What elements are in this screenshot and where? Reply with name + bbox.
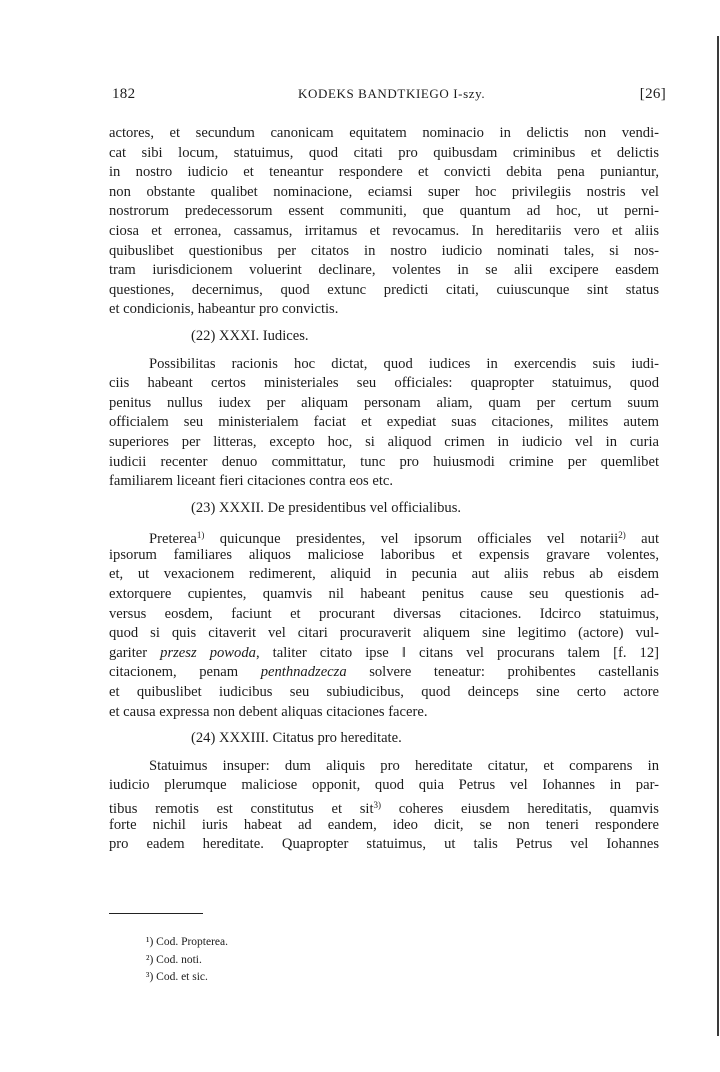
text-run: , taliter citato ipse ‖ citans vel procurans talem [f. 12] <box>255 644 659 661</box>
footnote-item: ²) Cod. noti. <box>146 953 202 966</box>
text-line: actores, et secundum canonicam equitatem nominacio in delictis non vendi- <box>109 125 659 141</box>
running-title: KODEKS BANDTKIEGO I-szy. <box>298 86 486 101</box>
paragraph-2 <box>109 355 659 492</box>
text-line: forte nichil iuris habeat ad eandem, ideo dicit, se non teneri respondere <box>109 816 659 833</box>
text-line <box>109 663 659 683</box>
footnote-item: ³) Cod. et sic. <box>146 971 208 984</box>
folio-number: [26] <box>639 86 666 102</box>
text-line: officialem seu ministerialem faciat et expediat suas citaciones, milites autem <box>109 414 659 431</box>
text-line: ciosa et erronea, cassamus, irritamus et revocamus. In hereditariis vero et aliis <box>109 222 659 239</box>
section-heading-24: (24) XXXIII. Citatus pro hereditate. <box>191 730 402 747</box>
text-line <box>109 644 659 664</box>
text-line <box>109 526 659 546</box>
text-run: tibus remotis est constitutus et sit <box>109 801 374 817</box>
running-header <box>112 86 666 108</box>
text-line <box>109 796 659 816</box>
vernacular-phrase: przesz powoda <box>160 644 256 661</box>
text-line: non obstante qualibet nominacione, eciamsi super hoc privilegiis nostris vel <box>109 183 659 200</box>
text-line: et quibuslibet iudicibus seu subiudicibus, quod deinceps sine certo actore <box>109 684 659 701</box>
text-line: Statuimus insuper: dum aliquis pro hereditate citatur, et comparens in <box>149 757 659 774</box>
text-run: gariter <box>109 644 161 661</box>
text-line: pro eadem hereditate. Quapropter statuimus, ut talis Petrus vel Iohannes <box>109 836 659 853</box>
footnote-ref: 1) <box>196 530 205 541</box>
text-line: cat sibi locum, statuimus, quod citati pro quibusdam criminibus et delictis <box>109 144 659 161</box>
text-line: extorquere cupientes, quamvis nil habeant penitus cause seu questionis ad- <box>109 586 659 603</box>
text-line: versus eosdem, faciunt et procurant diversas citaciones. Idcirco statuimus, <box>109 605 659 622</box>
text-line: quod si quis citaverit vel citari procuraverit aliquem sine legitimo (actore) vul- <box>109 625 659 642</box>
footnote-ref: 3) <box>373 800 382 810</box>
paragraph-3 <box>109 526 659 722</box>
vernacular-phrase: penthnadzecza <box>260 664 347 681</box>
text-line: et, ut vexacionem redimerent, aliquid in pecunia aut aliis rebus ab eisdem <box>109 566 659 583</box>
footnotes <box>146 934 228 987</box>
page-number: 182 <box>112 86 136 102</box>
page-edge-rule <box>717 36 719 1036</box>
text-line: familiarem liceant fieri citaciones contra eos etc. <box>109 473 394 490</box>
text-line: superiores per litteras, excepto hoc, si aliquod crimen in iudicio vel in curia <box>109 433 659 450</box>
section-heading-22: (22) XXXI. Iudices. <box>191 327 309 344</box>
text-line: et condicionis, habeantur pro convictis. <box>109 301 339 318</box>
text-line: quibuslibet questionibus per citatos in nostro iudicio nominati tales, si nos- <box>109 242 659 259</box>
text-line: Possibilitas racionis hoc dictat, quod iudices in exercendis suis iudi- <box>149 355 659 372</box>
footnote-divider <box>109 913 203 914</box>
text-line: questiones, decernimus, quod extunc predicti citati, cuiuscunque sint status <box>109 281 659 298</box>
text-line: penitus nullus iudex per aliquam personam aliam, quam per certum suum <box>109 394 659 411</box>
text-run: citacionem, penam <box>109 664 261 681</box>
text-run: coheres eiusdem hereditatis, quamvis <box>381 801 659 817</box>
text-line: iudicii recenter denuo committatur, tunc pro huiusmodi crimine per quemlibet <box>109 453 659 470</box>
section-heading-23: (23) XXXII. De presidentibus vel officialibus. <box>191 499 462 516</box>
footnote-item: ¹) Cod. Propterea. <box>146 936 229 948</box>
text-line: nostrorum predecessorum essent communiti, que quantum ad hoc, ut perni- <box>109 203 659 220</box>
text-line: ipsorum familiares aliquos maliciose laboribus et expensis gravare volentes, <box>109 546 659 563</box>
text-line: et causa expressa non debent aliquas citaciones facere. <box>109 703 428 720</box>
main-text <box>109 124 659 855</box>
text-run: solvere teneatur: prohibentes castellanis <box>346 664 659 681</box>
text-run: aut <box>625 531 660 548</box>
text-line: tram iurisdicionem voluerint declinare, volentes in se alii excipere easdem <box>109 262 659 279</box>
text-line: iudicio plerumque maliciose opponit, quod quia Petrus vel Iohannes in par- <box>109 777 659 794</box>
text-line: ciis habeant certos ministeriales seu officiales: quapropter statuimus, quod <box>109 375 659 392</box>
paragraph-4 <box>109 757 659 855</box>
paragraph-1 <box>109 124 659 320</box>
text-run: Preterea <box>149 531 197 548</box>
text-line: in nostro iudicio et teneantur respondere et convicti debita pena puniantur, <box>109 164 659 181</box>
footnote-ref: 2) <box>618 530 626 541</box>
text-run: quicunque presidentes, vel ipsorum officiales vel notarii <box>204 531 619 548</box>
